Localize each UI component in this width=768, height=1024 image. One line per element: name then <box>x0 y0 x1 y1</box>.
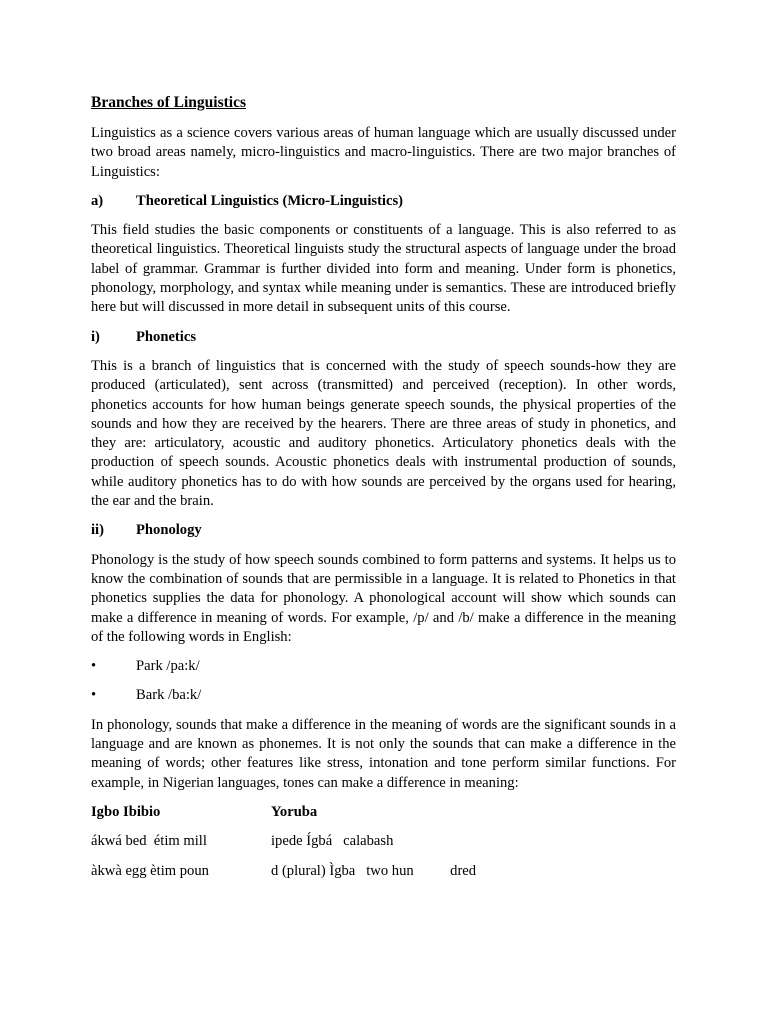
page-title: Branches of Linguistics <box>91 94 247 111</box>
list-item <box>91 686 676 705</box>
document-page <box>91 92 676 891</box>
section-ii-heading <box>91 521 676 540</box>
bullet-icon: • <box>91 687 97 704</box>
table-header-row <box>91 803 676 822</box>
section-a-number: a) <box>91 192 104 209</box>
bullet-icon: • <box>91 658 97 675</box>
section-i-paragraph: This is a branch of linguistics that is concerned with the study of speech sounds-how they are produced (articulated), sent across (transmitted) and perceived (reception). In other words, phonetics accounts for how human beings generate speech sounds, the physical properties of the sounds and how they are received by the hearers. There are three areas of study in phonetics, and they are: articulatory, acoustic and auditory phonetics. Articulatory phonetics deals with the production of speech sounds. Acoustic phonetics deals with instrumental production of sounds, while auditory phonetics has to do with how sounds are perceived by the organs used for hearing, the ear and the brain. <box>91 357 676 510</box>
section-ii-paragraph-2: In phonology, sounds that make a difference in the meaning of words are the significant sounds in a language and are known as phonemes. It is not only the sounds that can make a difference in the meaning of words; other features like stress, intonation and tone perform similar functions. For example, in Nigerian languages, tones can make a difference in meaning: <box>91 716 676 791</box>
list-item-text: Bark /ba:k/ <box>136 687 202 704</box>
section-ii-number: ii) <box>91 522 104 539</box>
list-item <box>91 657 676 676</box>
section-ii-title: Phonology <box>136 522 202 539</box>
list-item-text: Park /pa:k/ <box>136 658 200 675</box>
table-row <box>91 832 676 851</box>
table-cell: ákwá bed étim mill <box>91 833 207 850</box>
table-cell: àkwà egg ètim poun <box>91 862 209 879</box>
table-cell: d (plural) Ìgba two hun dred <box>271 862 477 879</box>
intro-paragraph: Linguistics as a science covers various areas of human language which are usually discussed under two broad areas namely, micro-linguistics and macro-linguistics. There are two major branches of Linguistics: <box>91 125 676 180</box>
section-i-number: i) <box>91 328 100 345</box>
table-header-igbo-ibibio: Igbo Ibibio <box>91 803 161 820</box>
section-ii-paragraph: Phonology is the study of how speech sounds combined to form patterns and systems. It helps us to know the combination of sounds that are permissible in a language. It is related to Phonetics in that phonetics supplies the data for phonology. A phonological account will show which sounds can make a difference in meaning of words. For example, /p/ and /b/ make a difference in the meaning of the following words in English: <box>91 551 676 645</box>
section-i-title: Phonetics <box>136 328 196 345</box>
section-i-heading <box>91 328 676 347</box>
section-a-title: Theoretical Linguistics (Micro-Linguistics) <box>136 192 403 209</box>
table-header-yoruba: Yoruba <box>271 803 318 820</box>
table-row <box>91 862 676 881</box>
section-a-heading <box>91 192 676 211</box>
table-cell: ipede Ígbá calabash <box>271 833 394 850</box>
section-a-paragraph: This field studies the basic components or constituents of a language. This is also referred to as theoretical linguistics. Theoretical linguists study the structural aspects of language under the broad label of grammar. Grammar is further divided into form and meaning. Under form is phonetics, phonology, morphology, and syntax while meaning under is semantics. These are introduced briefly here but will discussed in more detail in subsequent units of this course. <box>91 222 676 316</box>
